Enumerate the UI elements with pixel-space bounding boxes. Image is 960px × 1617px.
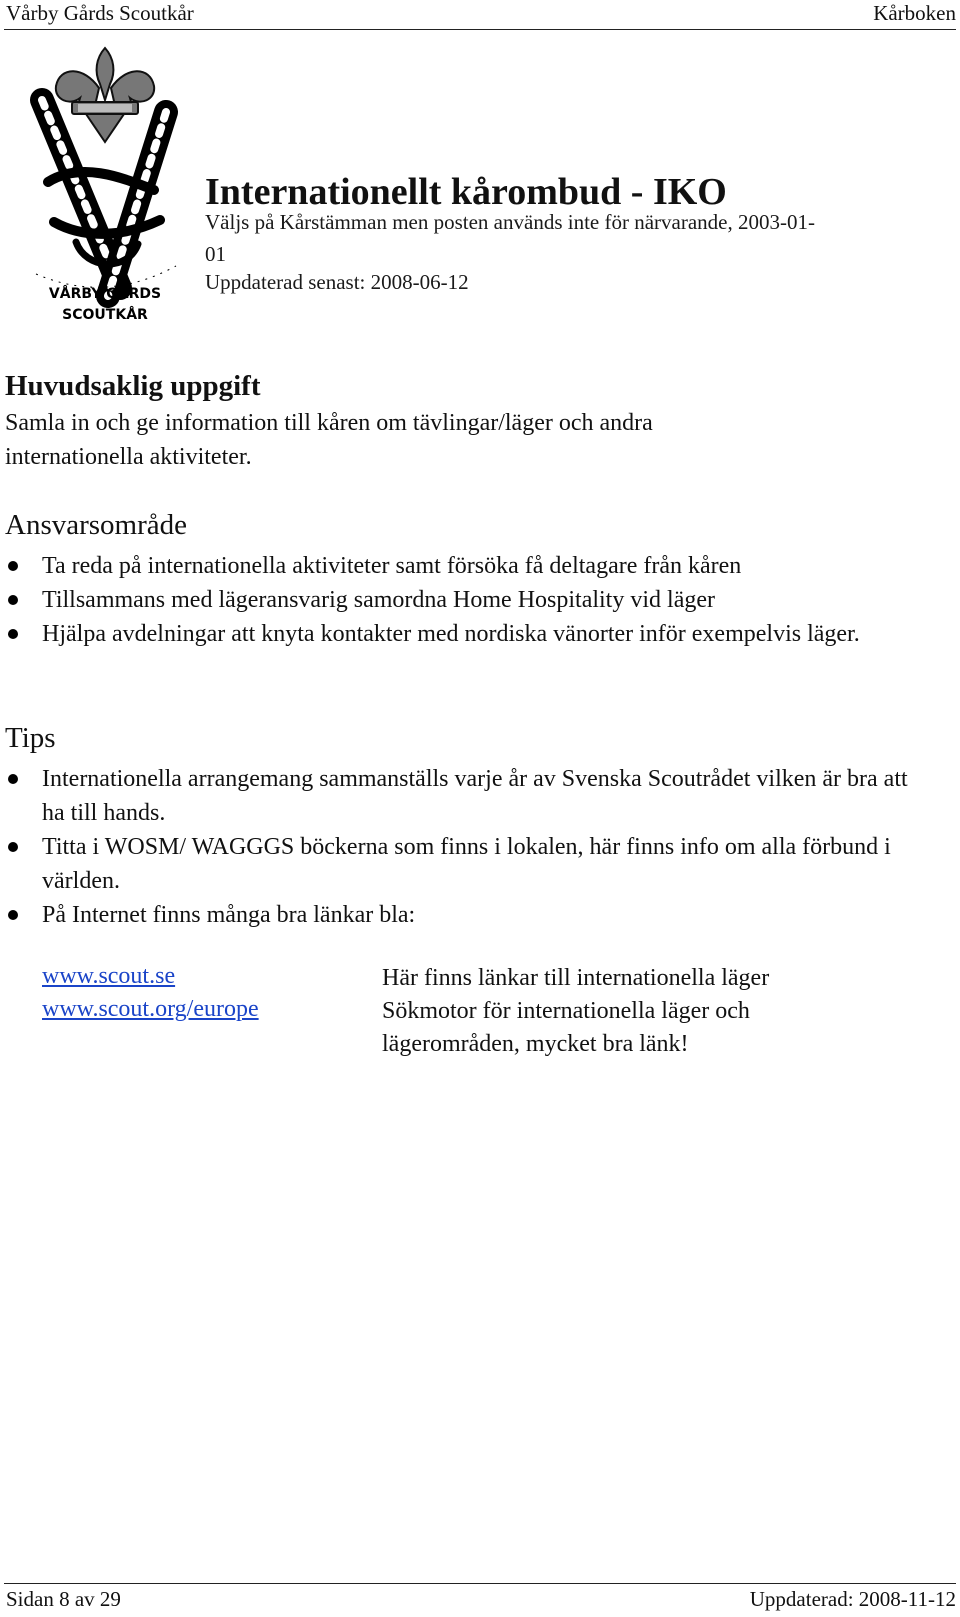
bullet-icon bbox=[8, 595, 18, 605]
header-book-title: Kårboken bbox=[873, 1, 956, 25]
heading-main-task: Huvudsaklig uppgift bbox=[5, 370, 261, 402]
link-scout-org-europe-description: Sökmotor för internationella läger och bbox=[382, 998, 750, 1024]
bullet-icon bbox=[8, 910, 18, 920]
page-title: Internationellt kårombud - IKO bbox=[205, 171, 727, 213]
list-item: Tillsammans med lägeransvarig samordna Home Hospitality vid läger bbox=[5, 583, 935, 617]
bullet-icon bbox=[8, 842, 18, 852]
footer-updated-date: Uppdaterad: 2008-11-12 bbox=[749, 1587, 956, 1611]
link-scout-org-europe[interactable]: www.scout.org/europe bbox=[42, 996, 259, 1022]
svg-text:VÅRBY GÅRDS: VÅRBY GÅRDS bbox=[48, 286, 162, 302]
heading-responsibility: Ansvarsområde bbox=[5, 509, 188, 541]
footer-page-number: Sidan 8 av 29 bbox=[6, 1587, 121, 1611]
subtitle-chosen-continued: 01 bbox=[205, 242, 226, 266]
link-scout-se-description: Här finns länkar till internationella läger bbox=[382, 965, 770, 991]
bullet-icon bbox=[8, 561, 18, 571]
list-item: Titta i WOSM/ WAGGGS böckerna som finns i lokalen, här finns info om alla förbund i världen. bbox=[5, 830, 935, 898]
page-footer bbox=[4, 1583, 956, 1611]
responsibility-list bbox=[5, 549, 935, 651]
page-header bbox=[4, 0, 956, 30]
header-organization: Vårby Gårds Scoutkår bbox=[6, 1, 194, 25]
tips-list bbox=[5, 762, 935, 932]
bullet-icon bbox=[8, 774, 18, 784]
list-item: Ta reda på internationella aktiviteter samt försöka få deltagare från kåren bbox=[5, 549, 935, 583]
main-task-text-line-2: internationella aktiviteter. bbox=[5, 444, 252, 470]
main-task-text-line-1: Samla in och ge information till kåren om tävlingar/läger och andra bbox=[5, 410, 653, 436]
list-item: På Internet finns många bra länkar bla: bbox=[5, 898, 935, 932]
svg-text:SCOUTKÅR: SCOUTKÅR bbox=[62, 307, 148, 323]
link-scout-org-europe-description-continued: lägerområden, mycket bra länk! bbox=[382, 1031, 689, 1057]
list-item: Hjälpa avdelningar att knyta kontakter med nordiska vänorter inför exempelvis läger. bbox=[5, 617, 935, 651]
bullet-icon bbox=[8, 629, 18, 639]
subtitle-updated: Uppdaterad senast: 2008-06-12 bbox=[205, 270, 469, 294]
heading-tips: Tips bbox=[5, 722, 56, 754]
subtitle-chosen: Väljs på Kårstämman men posten används inte för närvarande, 2003-01- bbox=[205, 210, 815, 234]
link-scout-se[interactable]: www.scout.se bbox=[42, 963, 176, 989]
list-item: Internationella arrangemang sammanställs varje år av Svenska Scoutrådet vilken är bra att ha till hands. bbox=[5, 762, 935, 830]
fleur-de-lis-scout-emblem-icon bbox=[26, 44, 184, 330]
